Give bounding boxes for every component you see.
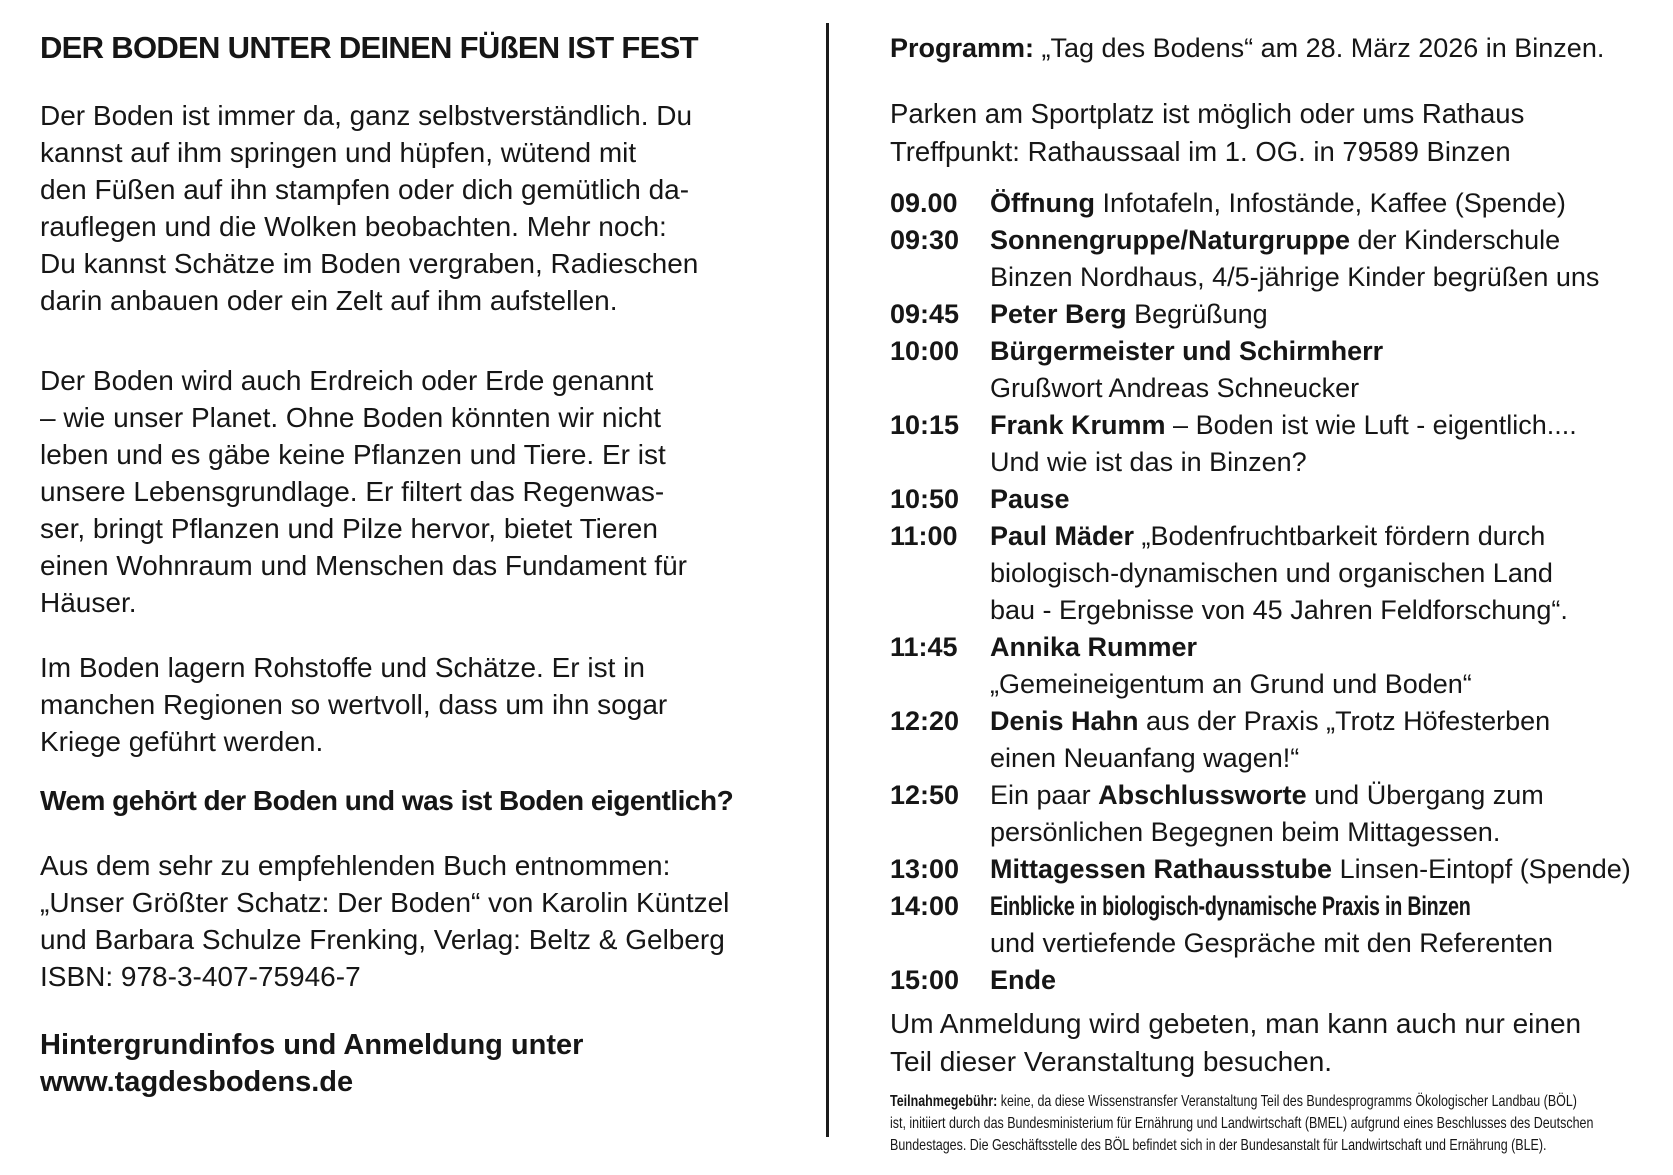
event-info [890, 95, 1665, 171]
text-line: manchen Regionen so wertvoll, dass um ihn sogar [40, 689, 668, 720]
right-column [890, 30, 1665, 1157]
bold-text: Denis Hahn [990, 706, 1139, 736]
page-title: DER BODEN UNTER DEINEN FÜßEN IST FEST [40, 30, 698, 65]
book-reference [40, 847, 800, 995]
program-heading [890, 30, 1665, 66]
schedule-text [990, 407, 1665, 481]
schedule-text [990, 888, 1665, 962]
column-divider [826, 23, 829, 1137]
schedule-text [990, 222, 1665, 296]
schedule-time: 14:00 [890, 891, 960, 921]
schedule-item [890, 185, 1665, 222]
regular-text: Grußwort Andreas Schneucker [990, 373, 1360, 403]
text-line: Treffpunkt: Rathaussaal im 1. OG. in 79589 Binzen [890, 136, 1511, 167]
text-line: Der Boden ist immer da, ganz selbstverständlich. Du [40, 100, 693, 131]
fine-print [890, 1091, 1665, 1157]
bold-text: Frank Krumm [990, 410, 1166, 440]
text-line [990, 814, 1665, 851]
bold-text: Bürgermeister und Schirmherr [990, 336, 1384, 366]
schedule-time: 09:45 [890, 299, 960, 329]
schedule-text [990, 629, 1665, 703]
text-line: und Barbara Schulze Frenking, Verlag: Beltz & Gelberg [40, 924, 725, 955]
paragraph [40, 362, 800, 621]
paragraph [40, 649, 800, 760]
regular-text: Ein paar [990, 780, 1099, 810]
text-line: Bundestages. Die Geschäftsstelle des BÖL befindet sich in der Bundesanstalt für Landwirtschaft und Ernährung (BLE). [890, 1137, 1547, 1154]
text-line [990, 777, 1665, 814]
section-subhead: Wem gehört der Boden und was ist Boden eigentlich? [40, 785, 734, 816]
regular-text: Infotafeln, Infostände, Kaffee (Spende) [1094, 188, 1566, 218]
text-line: Aus dem sehr zu empfehlenden Buch entnommen: [40, 850, 671, 881]
regular-text: und Übergang zum [1306, 780, 1544, 810]
text-line: – wie unser Planet. Ohne Boden könnten wir nicht [40, 402, 662, 433]
text-line [990, 629, 1665, 666]
text-line [990, 925, 1665, 962]
text-line [990, 444, 1665, 481]
regular-text: Binzen Nordhaus, 4/5-jährige Kinder begrüßen uns [990, 262, 1600, 292]
text-line [990, 518, 1665, 555]
text-line: Um Anmeldung wird gebeten, man kann auch nur einen [890, 1008, 1582, 1039]
text-line [990, 370, 1665, 407]
bold-text: Einblicke in biologisch-dynamische Praxis in Binzen [990, 891, 1471, 921]
left-column [40, 30, 800, 1101]
schedule-time: 11:00 [890, 521, 958, 551]
regular-text: – Boden ist wie Luft - eigentlich.... [1165, 410, 1577, 440]
schedule-text [990, 481, 1665, 518]
schedule-item [890, 481, 1665, 518]
regular-text: Begrüßung [1126, 299, 1268, 329]
regular-text: bau - Ergebnisse von 45 Jahren Feldforschung“. [990, 595, 1568, 625]
schedule-time: 12:50 [890, 780, 960, 810]
schedule-text [990, 296, 1665, 333]
text-line: „Unser Größter Schatz: Der Boden“ von Karolin Küntzel [40, 887, 730, 918]
schedule-item [890, 851, 1665, 888]
regular-text: Linsen-Eintopf (Spende) [1332, 854, 1631, 884]
schedule-item [890, 703, 1665, 777]
text-line [990, 407, 1665, 444]
schedule-item [890, 962, 1665, 999]
text-line: rauflegen und die Wolken beobachten. Mehr noch: [40, 211, 667, 242]
schedule-text [990, 333, 1665, 407]
text-line [990, 222, 1665, 259]
text-line [990, 259, 1665, 296]
regular-text: einen Neuanfang wagen!“ [990, 743, 1300, 773]
schedule-time: 12:20 [890, 706, 960, 736]
text-line [990, 555, 1665, 592]
text-line [990, 592, 1665, 629]
regular-text: „Bodenfruchtbarkeit fördern durch [1134, 521, 1546, 551]
text-line: Hintergrundinfos und Anmeldung unter [40, 1029, 584, 1061]
schedule-time: 15:00 [890, 965, 960, 995]
paragraph [40, 97, 800, 319]
text-line: darin anbauen oder ein Zelt auf ihm aufstellen. [40, 285, 618, 316]
bold-text: Öffnung [990, 188, 1095, 218]
text-line: www.tagdesbodens.de [40, 1066, 354, 1098]
text-line [990, 851, 1665, 888]
bold-text: Annika Rummer [990, 632, 1198, 662]
text-line [990, 703, 1665, 740]
bold-text: Abschlussworte [1098, 780, 1307, 810]
schedule-item [890, 333, 1665, 407]
schedule-text [990, 777, 1665, 851]
text-line: Der Boden wird auch Erdreich oder Erde genannt [40, 365, 654, 396]
closing-note [890, 1005, 1665, 1081]
schedule-time: 10:00 [890, 336, 960, 366]
text-line: Teil dieser Veranstaltung besuchen. [890, 1046, 1333, 1077]
text-line: Kriege geführt werden. [40, 726, 324, 757]
text-line [990, 185, 1665, 222]
schedule-time: 13:00 [890, 854, 960, 884]
text-line: Häuser. [40, 587, 137, 618]
text-line: ISBN: 978-3-407-75946-7 [40, 961, 361, 992]
schedule-item [890, 222, 1665, 296]
bold-text: Pause [990, 484, 1070, 514]
text-line [990, 666, 1665, 703]
regular-text: aus der Praxis „Trotz Höfesterben [1138, 706, 1551, 736]
bold-text: Mittagessen Rathausstube [990, 854, 1333, 884]
text-line: Parken am Sportplatz ist möglich oder ums Rathaus [890, 98, 1525, 129]
text-line: kannst auf ihm springen und hüpfen, wütend mit [40, 137, 637, 168]
left-paragraphs [40, 97, 800, 760]
text-line [990, 740, 1665, 777]
text-line: den Füßen auf ihn stampfen oder dich gemütlich da- [40, 174, 690, 205]
regular-text: Und wie ist das in Binzen? [990, 447, 1307, 477]
text-line: Du kannst Schätze im Boden vergraben, Radieschen [40, 248, 699, 279]
text-line: Im Boden lagern Rohstoffe und Schätze. Er ist in [40, 652, 645, 683]
text-line [990, 962, 1665, 999]
regular-text: und vertiefende Gespräche mit den Referenten [990, 928, 1553, 958]
text-line [890, 1091, 1577, 1113]
regular-text: biologisch-dynamischen und organischen Land [990, 558, 1553, 588]
text-line: ser, bringt Pflanzen und Pilze hervor, bietet Tieren [40, 513, 658, 544]
schedule-text [990, 518, 1665, 629]
bold-text: Peter Berg [990, 299, 1127, 329]
bold-text: Ende [990, 965, 1057, 995]
schedule-time: 09:30 [890, 225, 960, 255]
text-line [990, 296, 1665, 333]
schedule-item [890, 296, 1665, 333]
schedule-item [890, 518, 1665, 629]
text-line: ist, initiiert durch das Bundesministerium für Ernährung und Landwirtschaft (BMEL) aufgrund eines Beschlusses des Deutschen [890, 1115, 1594, 1132]
bold-text: Paul Mäder [990, 521, 1135, 551]
schedule-item [890, 629, 1665, 703]
fine-print-label: Teilnahmegebühr: [890, 1093, 998, 1110]
schedule-time: 09.00 [890, 188, 958, 218]
schedule-item [890, 407, 1665, 481]
text-line: unsere Lebensgrundlage. Er filtert das Regenwas- [40, 476, 665, 507]
regular-text: der Kinderschule [1350, 225, 1561, 255]
text-line [990, 333, 1665, 370]
program-label: Programm: [890, 33, 1035, 63]
regular-text: keine, da diese Wissenstransfer Veranstaltung Teil des Bundesprogramms Ökologischer Landbau (BÖL) [997, 1093, 1577, 1110]
text-line [990, 481, 1665, 518]
schedule-list [890, 185, 1665, 999]
registration-footer [40, 1027, 800, 1101]
text-line: leben und es gäbe keine Pflanzen und Tiere. Er ist [40, 439, 666, 470]
schedule-item [890, 777, 1665, 851]
schedule-item [890, 888, 1665, 962]
schedule-time: 10:15 [890, 410, 960, 440]
schedule-text [990, 962, 1665, 999]
regular-text: „Gemeineigentum an Grund und Boden“ [990, 669, 1472, 699]
regular-text: persönlichen Begegnen beim Mittagessen. [990, 817, 1501, 847]
schedule-text [990, 185, 1665, 222]
bold-text: Sonnengruppe/Naturgruppe [990, 225, 1350, 255]
program-event-title: „Tag des Bodens“ am 28. März 2026 in Binzen. [1034, 33, 1605, 63]
schedule-text [990, 851, 1665, 888]
text-line [990, 888, 1665, 925]
text-line: einen Wohnraum und Menschen das Fundament für [40, 550, 687, 581]
schedule-text [990, 703, 1665, 777]
schedule-time: 11:45 [890, 632, 958, 662]
schedule-time: 10:50 [890, 484, 960, 514]
